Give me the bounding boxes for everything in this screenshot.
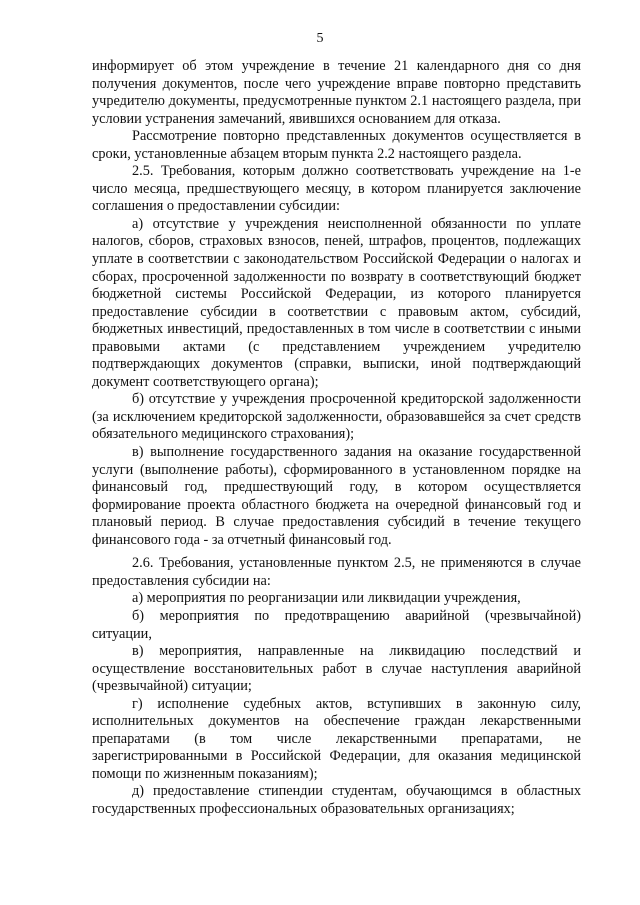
- page-number: 5: [316, 31, 324, 46]
- paragraph-2-6-d: д) предоставление стипендии студентам, обучающимся в областных государственных профессиональных образовательных организациях;: [92, 783, 581, 817]
- document-body: [92, 58, 581, 819]
- paragraph-2-6-b: б) мероприятия по предотвращению аварийной (чрезвычайной) ситуации,: [92, 607, 581, 642]
- paragraph-2-6-a: а) мероприятия по реорганизации или ликвидации учреждения,: [132, 590, 521, 607]
- paragraph-2-5-a: а) отсутствие у учреждения неисполненной обязанности по уплате налогов, сборов, страховых взносов, пеней, штрафов, процентов, подлежащих уплате в соответствии с законодательством Российской Федерации о налогах и сборах, просроченной задолженности по возврату в соответствующий бюджет бюджетной системы Российской Федерации, из которого планируется предоставление субсидии в соответствии с правовым актом, субсидий, бюджетных инвестиций, предоставленных в том числе в соответствии с иными правовыми актами (с представлением учреждением учредителю подтверждающих документов (справки, выписки, иной подтверждающий документ соответствующего органа);: [92, 215, 581, 390]
- paragraph-2-6-v: в) мероприятия, направленные на ликвидацию последствий и осуществление восстановительных работ в случае наступления аварийной (чрезвычайной) ситуации;: [92, 643, 581, 695]
- paragraph-continuation: информирует об этом учреждение в течение 21 календарного дня со дня получения документов, после чего учреждение вправе повторно представить учредителю документы, предусмотренные пунктом 2.1 настоящего раздела, при условии устранения замечаний, явившихся основанием для отказа.: [92, 58, 581, 127]
- paragraph-2-6-g: г) исполнение судебных актов, вступивших в законную силу, исполнительных документов на обеспечение граждан лекарственными препаратами (в том числе лекарственными препаратами, не зарегистрированными в Российской Федерации, для оказания медицинской помощи по жизненным показаниям);: [92, 695, 581, 782]
- paragraph-2-5: 2.5. Требования, которым должно соответствовать учреждение на 1-е число месяца, предшествующего месяцу, в котором планируется заключение соглашения о предоставлении субсидии:: [92, 163, 581, 215]
- paragraph-2-5-b: б) отсутствие у учреждения просроченной кредиторской задолженности (за исключением кредиторской задолженности, образовавшейся за счет средств обязательного медицинского страхования);: [92, 391, 581, 443]
- paragraph-resubmission: Рассмотрение повторно представленных документов осуществляется в сроки, установленные абзацем вторым пункта 2.2 настоящего раздела.: [92, 128, 581, 162]
- paragraph-2-5-v: в) выполнение государственного задания на оказание государственной услуги (выполнение работы), сформированного в установленном порядке на финансовый год, предшествующий году, в котором осуществляется формирование проекта областного бюджета на очередной финансовый год и плановый период. В случае предоставления субсидий в течение текущего финансового года - за отчетный финансовый год.: [92, 444, 581, 548]
- paragraph-2-6: 2.6. Требования, установленные пунктом 2.5, не применяются в случае предоставления субсидии на:: [92, 555, 581, 589]
